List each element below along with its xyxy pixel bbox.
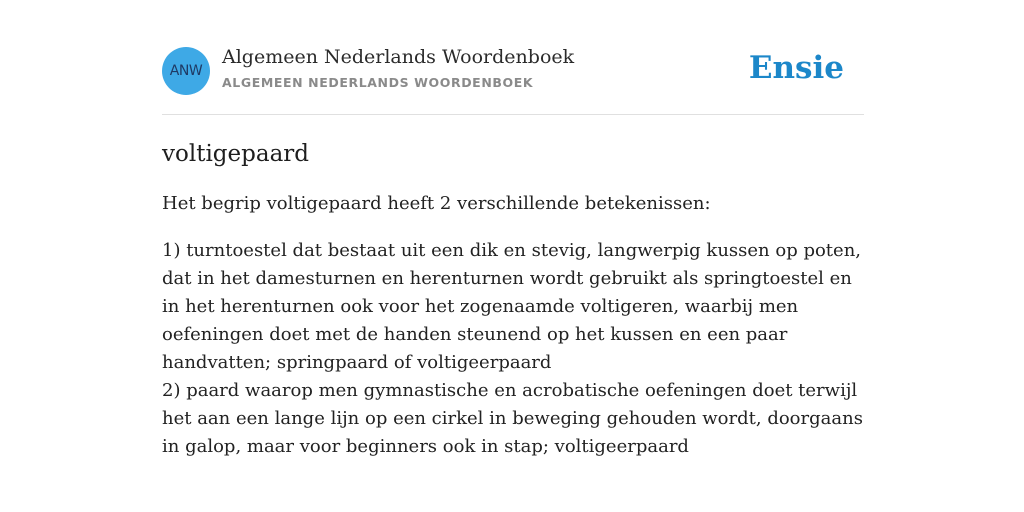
source-title[interactable]: Algemeen Nederlands Woordenboek — [222, 46, 575, 68]
page-title: voltigepaard — [162, 141, 309, 167]
definition-list — [162, 237, 864, 461]
source-subtitle: ALGEMEEN NEDERLANDS WOORDENBOEK — [222, 75, 534, 90]
brand-logo[interactable]: Ensie — [748, 50, 844, 86]
definition-item: 2) paard waarop men gymnastische en acrobatische oefeningen doet terwijl het aan een lange lijn op een cirkel in beweging gehouden wordt, doorgaans in galop, maar voor beginners ook in stap; voltigeerpaard — [162, 380, 863, 457]
entry-intro: Het begrip voltigepaard heeft 2 verschillende betekenissen: — [162, 193, 711, 214]
definition-item: 1) turntoestel dat bestaat uit een dik en stevig, langwerpig kussen op poten, dat in het damesturnen en herenturnen wordt gebruikt als springtoestel en in het herenturnen ook voor het zogenaamde voltigeren, waarbij men oefeningen doet met de handen steunend op het kussen en een paar handvatten; springpaard of voltigeerpaard — [162, 240, 862, 373]
source-logo[interactable]: ANW — [162, 47, 210, 95]
entry-card — [162, 46, 864, 461]
source-header — [162, 46, 864, 115]
